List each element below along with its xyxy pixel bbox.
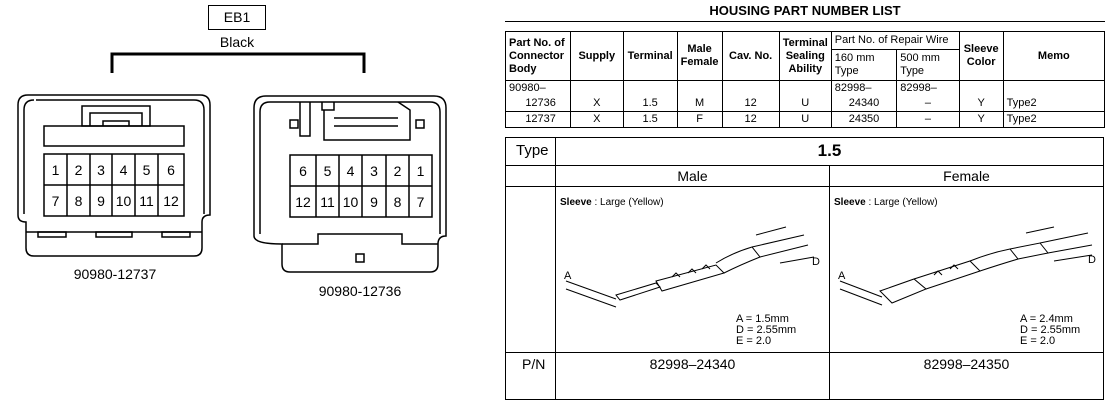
table-row-prefix: [506, 81, 1105, 97]
pin-number: 4: [346, 163, 355, 179]
cell-body-prefix: 90980–: [506, 81, 571, 97]
pin-number: 10: [115, 193, 132, 209]
cell-cav: 12: [722, 112, 779, 128]
table-title: HOUSING PART NUMBER LIST: [709, 3, 901, 18]
cell-memo: Type2: [1003, 96, 1104, 112]
divider: [506, 186, 1103, 187]
connector-color: Black: [219, 34, 255, 50]
table-header-row: [506, 32, 1105, 50]
pin-number: 2: [74, 162, 83, 178]
cell-memo: Type2: [1003, 112, 1104, 128]
header-memo: Memo: [1003, 32, 1104, 81]
pin-number: 9: [97, 193, 105, 209]
cell-sealing: U: [779, 112, 831, 128]
right-pin-grid: [290, 155, 432, 217]
male-part-number: 82998–24340: [649, 356, 736, 372]
header-male-female: Male Female: [677, 32, 722, 81]
cell-terminal: 1.5: [623, 112, 677, 128]
pin-number: 9: [370, 194, 378, 210]
cell-160: 24350: [831, 112, 896, 128]
pin-number: 3: [370, 163, 378, 179]
connector-drawing: [0, 0, 500, 300]
pin-number: 6: [299, 163, 307, 179]
female-part-number: 82998–24350: [923, 356, 1010, 372]
female-sleeve-note: Sleeve : Large (Yellow): [834, 197, 938, 208]
header-cav-no: Cav. No.: [722, 32, 779, 81]
table-row: [506, 96, 1105, 112]
pin-number: 7: [416, 194, 425, 210]
svg-text:A: A: [838, 270, 846, 282]
cell-sleeve: Y: [959, 96, 1003, 112]
pn-label: P/N: [522, 356, 546, 372]
pin-number: 4: [119, 162, 128, 178]
cell-terminal: 1.5: [623, 96, 677, 112]
cell-500-prefix: 82998–: [897, 81, 959, 97]
header-supply: Supply: [570, 32, 623, 81]
type-label: Type: [516, 142, 549, 159]
pin-number: 12: [295, 194, 311, 210]
left-connector-part-number: 90980-12737: [73, 266, 157, 282]
header-terminal: Terminal: [623, 32, 677, 81]
female-label: Female: [943, 168, 990, 184]
cell-body: 12737: [506, 112, 571, 128]
header-repair-wire: Part No. of Repair Wire: [831, 32, 959, 50]
svg-text:D: D: [1088, 254, 1096, 266]
male-dimensions: A = 1.5mm D = 2.55mm E = 2.0: [736, 313, 797, 347]
pin-number: 7: [51, 193, 60, 209]
table-row: [506, 112, 1105, 128]
male-terminal-illustration: [556, 213, 829, 318]
svg-text:D: D: [812, 256, 820, 268]
connector-code-box: EB1: [208, 5, 266, 30]
cell-160: 24340: [831, 96, 896, 112]
cell-sleeve: Y: [959, 112, 1003, 128]
svg-text:A: A: [564, 270, 572, 282]
type-value: 1.5: [817, 141, 842, 160]
right-connector-part-number: 90980-12736: [318, 283, 402, 299]
title-rule: [505, 21, 1105, 22]
pin-number: 3: [97, 162, 105, 178]
cell-male-female: M: [677, 96, 722, 112]
terminal-detail-panel: [505, 137, 1104, 400]
pin-number: 12: [163, 193, 179, 209]
housing-part-number-table: [505, 31, 1105, 128]
cell-160-prefix: 82998–: [831, 81, 896, 97]
pin-number: 11: [139, 193, 154, 209]
header-part-no: Part No. of Connector Body: [506, 32, 571, 81]
cell-supply: X: [570, 96, 623, 112]
pin-number: 10: [342, 194, 359, 210]
male-label: Male: [677, 168, 708, 184]
pin-number: 11: [320, 194, 335, 210]
divider: [506, 352, 1103, 353]
cell-male-female: F: [677, 112, 722, 128]
cell-500: –: [897, 96, 959, 112]
pin-number: 8: [393, 194, 402, 210]
female-dimensions: A = 2.4mm D = 2.55mm E = 2.0: [1020, 313, 1081, 347]
pin-number: 8: [74, 193, 83, 209]
pin-number: 1: [51, 162, 60, 178]
left-pin-grid: [44, 154, 184, 216]
bracket: [112, 54, 364, 73]
header-160mm: 160 mm Type: [831, 50, 896, 81]
cell-sealing: U: [779, 96, 831, 112]
pin-number: 5: [323, 163, 332, 179]
header-sleeve-color: Sleeve Color: [959, 32, 1003, 81]
pin-number: 6: [167, 162, 175, 178]
cell-cav: 12: [722, 96, 779, 112]
divider: [506, 165, 1103, 166]
cell-500: –: [897, 112, 959, 128]
header-500mm: 500 mm Type: [897, 50, 959, 81]
header-sealing: Terminal Sealing Ability: [779, 32, 831, 81]
pin-number: 1: [416, 163, 425, 179]
male-sleeve-note: Sleeve : Large (Yellow): [560, 197, 664, 208]
pin-number: 5: [142, 162, 151, 178]
cell-supply: X: [570, 112, 623, 128]
pin-number: 2: [393, 163, 402, 179]
female-terminal-illustration: [830, 213, 1103, 318]
cell-body: 12736: [506, 96, 571, 112]
